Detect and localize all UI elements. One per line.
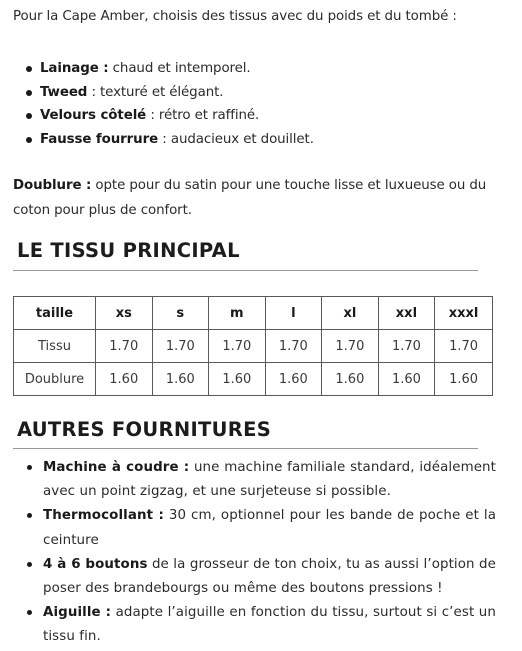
supply-name: Aiguille :: [43, 605, 112, 621]
table-cell: 1.60: [378, 363, 435, 396]
table-header: xxl: [378, 297, 435, 330]
list-item: [24, 553, 496, 601]
table-cell: 1.70: [322, 330, 379, 363]
table-header: xxxl: [435, 297, 493, 330]
supplies-list: [24, 456, 496, 650]
lining-text: opte pour du satin pour une touche lisse et luxueuse ou du coton pour plus de confort.: [13, 178, 487, 218]
table-header: xl: [322, 297, 379, 330]
table-cell: Doublure: [14, 363, 96, 396]
fabric-desc: : rétro et raffiné.: [146, 108, 260, 124]
supply-name: Thermocollant :: [43, 508, 164, 524]
table-row: [14, 363, 493, 396]
table-cell: 1.70: [378, 330, 435, 363]
supply-desc: adapte l’aiguille en fonction du tissu, surtout si c’est un tissu fin.: [43, 605, 496, 645]
fabric-name: Fausse fourrure: [40, 132, 159, 148]
table-cell: 1.60: [209, 363, 266, 396]
table-header-row: [14, 297, 493, 330]
list-item: [22, 57, 314, 81]
table-header: taille: [14, 297, 96, 330]
fabric-desc: chaud et intemporel.: [108, 61, 251, 76]
fabric-name: Velours côtelé: [40, 108, 147, 124]
table-cell: 1.70: [209, 330, 266, 363]
supply-name: Machine à coudre :: [43, 460, 190, 475]
table-cell: 1.60: [322, 363, 379, 396]
table-cell: Tissu: [14, 330, 96, 363]
fabric-list: [22, 57, 314, 152]
table-cell: 1.70: [96, 330, 153, 363]
table-cell: 1.60: [265, 363, 322, 396]
list-item: [24, 601, 496, 649]
list-item: [22, 81, 314, 105]
table-row: [14, 330, 493, 363]
intro-text: Pour la Cape Amber, choisis des tissus avec du poids et du tombé :: [13, 9, 457, 24]
lining-paragraph: [13, 174, 522, 223]
table-cell: 1.60: [435, 363, 493, 396]
section-divider: [13, 270, 478, 271]
table-cell: 1.70: [265, 330, 322, 363]
table-cell: 1.70: [435, 330, 493, 363]
table-cell: 1.60: [152, 363, 209, 396]
lining-label: Doublure :: [13, 178, 92, 193]
table-cell: 1.70: [152, 330, 209, 363]
section-title-main-fabric: LE TISSU PRINCIPAL: [17, 239, 240, 262]
list-item: [24, 456, 496, 504]
supply-desc: une machine familiale standard, idéalement avec un point zigzag, et une surjeteuse si possible.: [43, 460, 496, 500]
section-divider: [13, 448, 478, 449]
fabric-name: Tweed: [40, 84, 88, 100]
supply-desc: 30 cm, optionnel pour les bande de poche et la ceinture: [43, 508, 496, 548]
supply-desc: de la grosseur de ton choix, tu as aussi l’option de poser des brandebourgs ou même des boutons pressions !: [43, 556, 496, 597]
list-item: [22, 104, 314, 128]
fabric-desc: : texturé et élégant.: [87, 84, 224, 100]
section-title-other-supplies: AUTRES FOURNITURES: [17, 418, 272, 441]
table-header: s: [152, 297, 209, 330]
list-item: [24, 504, 496, 552]
table-header: l: [265, 297, 322, 330]
table-header: m: [209, 297, 266, 330]
list-item: [22, 128, 314, 152]
supply-name: 4 à 6 boutons: [43, 556, 148, 572]
table-header: xs: [96, 297, 153, 330]
fabric-name: Lainage :: [40, 61, 109, 76]
size-table: [13, 296, 493, 396]
table-cell: 1.60: [96, 363, 153, 396]
fabric-desc: : audacieux et douillet.: [158, 132, 314, 148]
